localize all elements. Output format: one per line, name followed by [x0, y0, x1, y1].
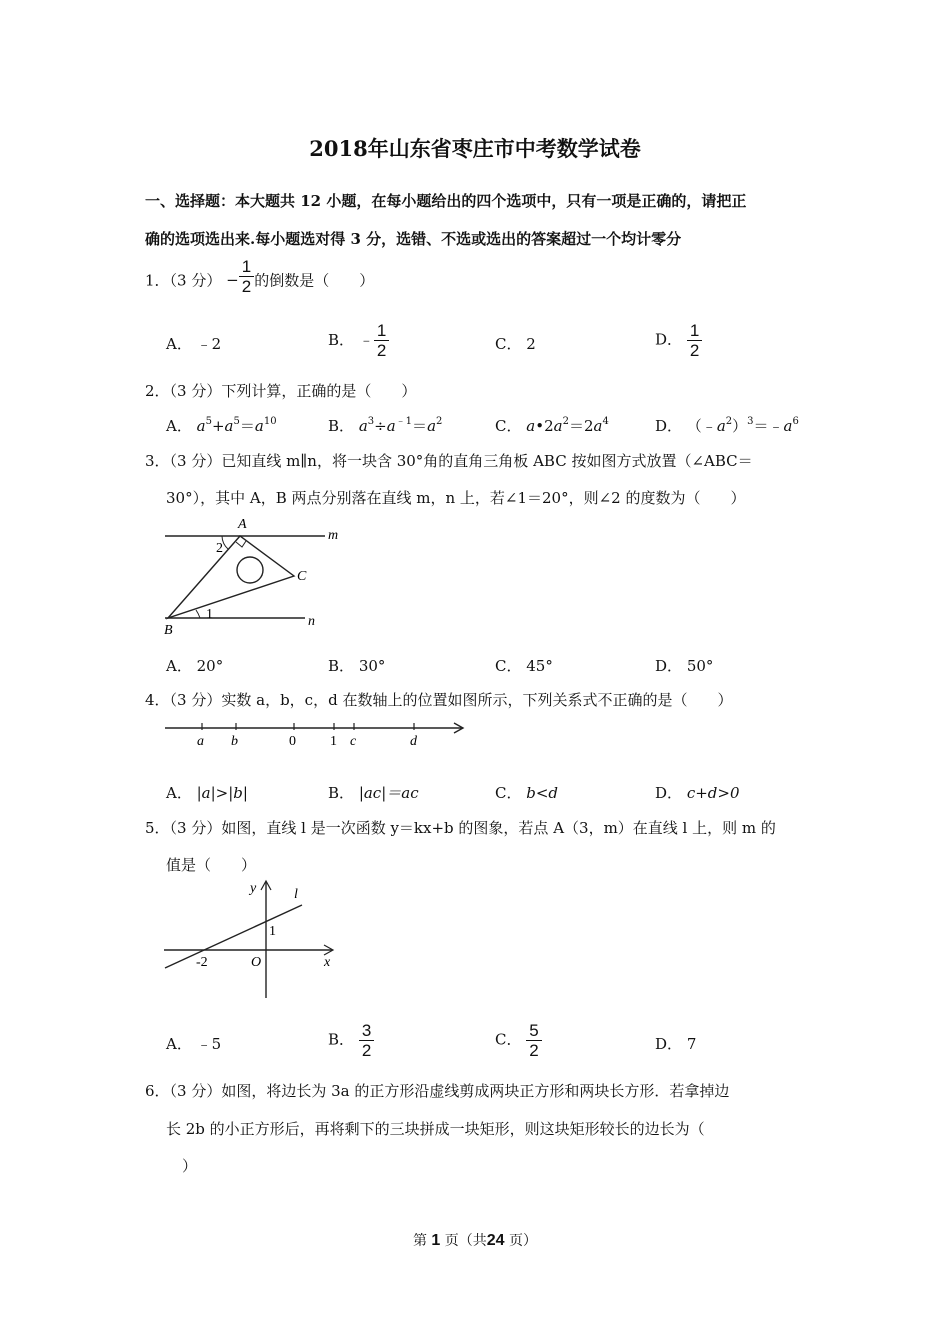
svg-text:O: O	[251, 955, 262, 970]
number-line-figure	[160, 718, 470, 752]
svg-text:-2: -2	[196, 955, 208, 970]
fraction: $\frac{1}{2}$	[374, 322, 389, 359]
option-c: C． 2	[495, 335, 536, 353]
option-c: C． 45°	[495, 657, 553, 675]
question-1	[145, 257, 375, 296]
option-a: A． ﹣5	[166, 1035, 222, 1053]
option-b: B． $a^3\div a^{﹣1}=a^2$	[328, 416, 443, 435]
svg-text:c: c	[350, 734, 357, 749]
question-2: 2．（3 分）下列计算，正确的是（ ）	[145, 382, 417, 400]
question-6-line3: ）	[182, 1157, 198, 1175]
question-4: 4．（3 分）实数 a，b，c，d 在数轴上的位置如图所示，下列关系式不正确的是（ ）	[145, 691, 733, 709]
label-B: B	[164, 623, 173, 638]
svg-text:1: 1	[269, 924, 276, 939]
option-c: C． $a•2a^2=2a^4$	[495, 416, 609, 435]
question-text: 的倒数是（ ）	[254, 271, 375, 290]
svg-text:y: y	[250, 881, 257, 896]
svg-text:l: l	[294, 887, 298, 902]
option-b: B． $\frac{3}{2}$	[328, 1022, 374, 1059]
svg-text:a: a	[197, 734, 204, 749]
svg-text:b: b	[231, 734, 238, 749]
fraction: $\frac{5}{2}$	[526, 1022, 541, 1059]
negative-sign: −	[226, 270, 239, 289]
question-number: 1．	[145, 271, 170, 290]
option-a: A． 20°	[166, 657, 224, 675]
triangle-abc	[168, 536, 294, 618]
option-a: A． |a|>|b|	[166, 784, 248, 802]
question-5-line2: 值是（ ）	[166, 856, 257, 874]
option-b: B． ﹣ $\frac{1}{2}$	[328, 322, 389, 359]
section-heading-line1: 一、选择题：本大题共 12 小题，在每小题给出的四个选项中，只有一项是正确的，请把正	[145, 192, 747, 210]
option-d: D． $\frac{1}{2}$	[655, 322, 702, 359]
linear-function-figure	[160, 878, 345, 1000]
page-title: 2018年山东省枣庄市中考数学试卷	[309, 136, 641, 161]
fraction: $\frac{1}{2}$	[239, 258, 254, 295]
question-3: 3．（3 分）已知直线 m∥n，将一块含 30°角的直角三角板 ABC 按如图方式放置（∠ABC＝	[145, 452, 753, 470]
svg-text:x: x	[324, 955, 331, 970]
svg-text:0: 0	[289, 734, 296, 749]
option-c: C． b<d	[495, 784, 559, 802]
option-a: A． $a^5+a^5=a^{10}$	[166, 416, 277, 435]
option-d: D． c+d>0	[655, 784, 740, 802]
label-A: A	[238, 517, 247, 532]
triangle-figure	[160, 512, 360, 640]
question-3-line2: 30°），其中 A，B 两点分别落在直线 m，n 上，若∠1＝20°，则∠2 的度数为（ ）	[166, 489, 746, 507]
label-1: 1	[206, 607, 213, 622]
option-d: D． 7	[655, 1035, 697, 1053]
triangle-hole	[237, 557, 263, 583]
label-2: 2	[216, 541, 223, 556]
section-heading-line2: 确的选项选出来.每小题选对得 3 分，选错、不选或选出的答案超过一个均计零分	[145, 230, 682, 248]
option-c: C． $\frac{5}{2}$	[495, 1022, 542, 1059]
option-b: B． 30°	[328, 657, 386, 675]
fraction: $\frac{1}{2}$	[687, 322, 702, 359]
label-m: m	[328, 528, 339, 543]
question-6-line2: 长 2b 的小正方形后，再将剩下的三块拼成一块矩形，则这块矩形较长的边长为（	[166, 1120, 705, 1138]
option-d: D． $(﹣a^2)^3=﹣a^6$	[655, 416, 799, 435]
line-l	[165, 905, 302, 968]
question-score: （3 分）	[169, 271, 222, 290]
fraction: $\frac{3}{2}$	[359, 1022, 374, 1059]
option-d: D． 50°	[655, 657, 714, 675]
label-n: n	[308, 614, 315, 629]
option-a: A． ﹣2	[166, 335, 222, 353]
svg-text:1: 1	[330, 734, 337, 749]
page-footer: 第 1 页（共24 页）	[412, 1232, 538, 1249]
option-b: B． |ac|＝ac	[328, 784, 419, 802]
question-5: 5．（3 分）如图，直线 l 是一次函数 y＝kx+b 的图象，若点 A（3，m）在直线 l 上，则 m 的	[145, 819, 776, 837]
svg-text:d: d	[410, 734, 417, 749]
question-6: 6．（3 分）如图，将边长为 3a 的正方形沿虚线剪成两块正方形和两块长方形．若拿掉边	[145, 1082, 730, 1100]
label-C: C	[297, 569, 307, 584]
